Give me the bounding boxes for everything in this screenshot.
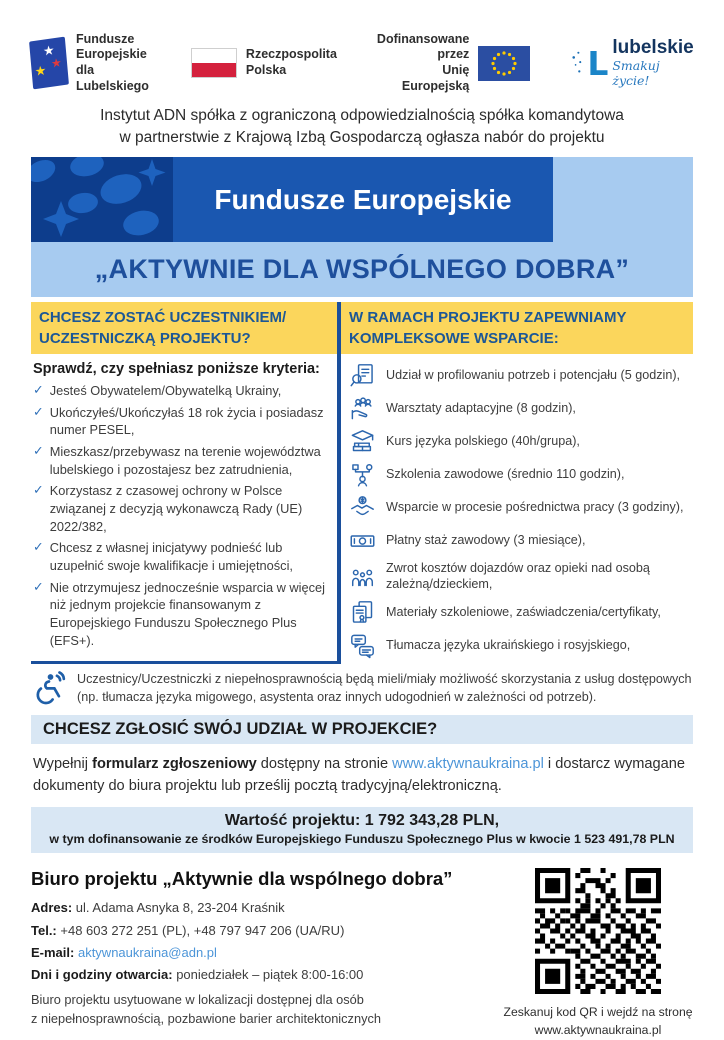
eu-flag-icon	[478, 46, 530, 81]
apply-text: Wypełnij	[33, 756, 93, 772]
support-item-text: Tłumacza języka ukraińskiego i rosyjskiego,	[386, 638, 631, 653]
support-list	[341, 354, 693, 659]
office-email	[31, 942, 503, 964]
star-icon: ★	[42, 42, 56, 59]
project-title: „AKTYWNIE DLA WSPÓLNEGO DOBRA”	[94, 254, 630, 284]
apply-heading: CHCESZ ZGŁOSIĆ SWÓJ UDZIAŁ W PROJEKCIE?	[43, 720, 438, 738]
support-panel	[341, 302, 693, 664]
office-heading: Biuro projektu „Aktywnie dla wspólnego dobra”	[31, 868, 453, 890]
project-value-band	[31, 807, 693, 853]
lubelskie-tagline: Smakuj życie!	[612, 58, 660, 88]
check-icon: ✓	[33, 483, 44, 499]
eu-cofunded-logo	[377, 32, 530, 95]
eu-funds-lubelskie-logo	[31, 32, 149, 95]
project-value: Wartość projektu: 1 792 343,28 PLN,	[224, 812, 500, 830]
program-name: Fundusze Europejskie	[214, 183, 512, 215]
hours-label: Dni i godziny otwarcia:	[31, 967, 173, 983]
qr-caption: Zeskanuj kod QR i wejdź na stronę www.aktywnaukraina.pl	[503, 1005, 693, 1037]
office-phone	[31, 920, 503, 942]
support-item-text: Materiały szkoleniowe, zaświadczenia/certyfikaty,	[386, 605, 661, 620]
office-address	[31, 897, 503, 919]
criteria-heading	[31, 302, 337, 354]
office-note-line1: Biuro projektu usytuowane w lokalizacji dostępnej dla osób	[31, 991, 364, 1007]
support-item-text: Zwrot kosztów dojazdów oraz opieki nad osobą zależną/dzieckiem,	[386, 561, 650, 592]
support-item	[349, 362, 691, 389]
apply-paragraph	[33, 754, 691, 797]
office-info	[31, 866, 503, 1039]
support-item-text: Udział w profilowaniu potrzeb i potencjału (5 godzin),	[386, 368, 681, 383]
accessibility-note	[31, 671, 693, 707]
poster-page	[31, 0, 693, 1040]
lubelskie-name: lubelskie	[612, 37, 694, 58]
support-item	[349, 560, 691, 593]
eu-funds-logo-line1: Fundusze Europejskie	[76, 31, 147, 62]
wheelchair-icon	[31, 671, 67, 707]
office-hours	[31, 964, 503, 986]
project-title-banner	[31, 242, 693, 297]
criteria-heading-line2: UCZESTNICZKĄ PROJEKTU?	[39, 330, 251, 347]
support-item	[349, 494, 691, 521]
project-cofunding: w tym dofinansowanie ze środków Europejskiego Funduszu Społecznego Plus w kwocie 1 523 491,78 PLN	[49, 832, 675, 847]
support-item	[349, 527, 691, 554]
lubelskie-logo	[570, 38, 694, 88]
criteria-item	[33, 443, 333, 478]
office-note-line2: z niepełnosprawnością, pozbawione barier architektonicznych	[31, 1010, 381, 1026]
document-search-icon	[349, 362, 376, 389]
hand-people-icon	[349, 395, 376, 422]
intro-text	[31, 105, 693, 149]
translation-chat-icon	[349, 632, 376, 659]
skills-network-icon	[349, 461, 376, 488]
criteria-item-text: Jesteś Obywatelem/Obywatelką Ukrainy,	[49, 383, 282, 398]
criteria-item-text: Mieszkasz/przebywasz na terenie województwa lubelskiego i pozostajesz bez zatrudnienia,	[49, 443, 321, 477]
handshake-money-icon	[349, 494, 376, 521]
support-item	[349, 395, 691, 422]
eu-cofunded-text	[377, 32, 469, 95]
criteria-item-text: Chcesz z własnej inicjatywy podnieść lub uzupełnić swoje kwalifikacje i umiejętności,	[49, 540, 293, 573]
star-icon: ★	[50, 55, 63, 71]
hours-value: poniedziałek – piątek 8:00-16:00	[172, 967, 364, 983]
poland-logo-text	[246, 47, 337, 78]
support-item	[349, 632, 691, 659]
check-icon: ✓	[33, 540, 44, 556]
website-link[interactable]: www.aktywnaukraina.pl	[392, 756, 544, 772]
criteria-item	[33, 579, 333, 650]
support-heading-line1: W RAMACH PROJEKTU ZAPEWNIAMY	[349, 309, 627, 326]
family-icon	[349, 563, 376, 590]
qr-block	[503, 866, 693, 1039]
criteria-item	[33, 404, 333, 439]
criteria-item	[33, 539, 333, 574]
logos-row	[31, 31, 694, 93]
tel-label: Tel.:	[31, 922, 57, 938]
poland-logo-line1: Rzeczpospolita	[245, 47, 337, 62]
star-icon: ★	[34, 62, 47, 80]
eu-cofunded-line1: Dofinansowane przez	[376, 31, 470, 62]
certificate-documents-icon	[349, 599, 376, 626]
address-label: Adres:	[31, 900, 73, 916]
sparkles-icon	[570, 48, 583, 78]
office-note	[31, 990, 503, 1028]
support-heading-line2: KOMPLEKSOWE WSPARCIE:	[349, 330, 559, 347]
intro-line1: Instytut ADN spółka z ograniczoną odpowiedzialnością spółka komandytowa	[100, 107, 624, 124]
lubelskie-l-icon: L	[587, 43, 609, 83]
criteria-item	[33, 382, 333, 400]
support-item	[349, 461, 691, 488]
criteria-panel	[31, 302, 337, 664]
two-column-section	[31, 302, 693, 664]
criteria-subheading: Sprawdź, czy spełniasz poniższe kryteria:	[33, 361, 320, 377]
poland-flag-icon	[191, 48, 237, 78]
criteria-list	[31, 382, 337, 649]
program-banner	[31, 157, 693, 297]
poland-logo-line2: Polska	[245, 63, 287, 77]
criteria-heading-line1: CHCESZ ZOSTAĆ UCZESTNIKIEM/	[39, 309, 287, 326]
criteria-item	[33, 482, 333, 535]
check-icon: ✓	[33, 443, 44, 459]
graduation-books-icon	[349, 428, 376, 455]
apply-heading-band	[31, 715, 693, 744]
check-icon: ✓	[33, 383, 44, 398]
support-heading	[341, 302, 693, 354]
support-item-text: Kurs języka polskiego (40h/grupa),	[386, 434, 580, 449]
banknote-icon	[349, 527, 376, 554]
eu-funds-flag-icon	[29, 37, 69, 90]
support-item-text: Płatny staż zawodowy (3 miesiące),	[386, 533, 586, 548]
check-icon: ✓	[33, 579, 44, 595]
criteria-item-text: Korzystasz z czasowej ochrony w Polsce związanej z decyzją wykonawczą Rady (UE) 2022/382,	[49, 483, 303, 534]
program-banner-main	[173, 157, 553, 242]
qr-code	[535, 868, 661, 994]
apply-text: i dostarcz wymagane dokumenty do biura projektu lub prześlij pocztą tradycyjną/elektroniczną.	[33, 756, 685, 794]
support-item	[349, 599, 691, 626]
eu-funds-logo-text	[76, 32, 149, 95]
support-item-text: Szkolenia zawodowe (średnio 110 godzin),	[386, 467, 625, 482]
support-item-text: Warsztaty adaptacyjne (8 godzin),	[386, 401, 576, 416]
bottom-section	[31, 866, 693, 1039]
eu-cofunded-line2: Unię Europejską	[401, 63, 470, 93]
criteria-item-text: Nie otrzymujesz jednocześnie wsparcia w więcej niż jednym projekcie finansowanym z Europejskiego Funduszu Społecznego Plus (EFS+).	[49, 579, 325, 648]
email-label: E-mail:	[31, 944, 75, 960]
apply-text: dostępny na stronie	[256, 756, 393, 772]
poland-logo	[191, 47, 337, 78]
email-link[interactable]: aktywnaukraina@adn.pl	[77, 944, 217, 960]
criteria-item-text: Ukończyłeś/Ukończyłaś 18 rok życia i posiadasz numer PESEL,	[49, 404, 324, 438]
tel-value: +48 603 272 251 (PL), +48 797 947 206 (UA/RU)	[56, 922, 345, 938]
support-item-text: Wsparcie w procesie pośrednictwa pracy (3 godziny),	[386, 500, 684, 515]
check-icon: ✓	[33, 404, 44, 420]
banner-right-fill	[553, 157, 693, 242]
banner-stars-decoration	[31, 157, 173, 242]
support-item	[349, 428, 691, 455]
address-value: ul. Adama Asnyka 8, 23-204 Kraśnik	[72, 900, 285, 916]
apply-bold-text: formularz zgłoszeniowy	[92, 756, 257, 772]
eu-funds-logo-line2: dla Lubelskiego	[76, 63, 149, 93]
accessibility-text: Uczestnicy/Uczestniczki z niepełnosprawnością będą mieli/miały możliwość skorzystania z usług dostępowych (np. tłumacza języka migowego, asystenta oraz innych udogodnień w zależności od potrzeb).	[77, 672, 692, 704]
intro-line2: w partnerstwie z Krajową Izbą Gospodarczą ogłasza nabór do projektu	[119, 129, 605, 146]
